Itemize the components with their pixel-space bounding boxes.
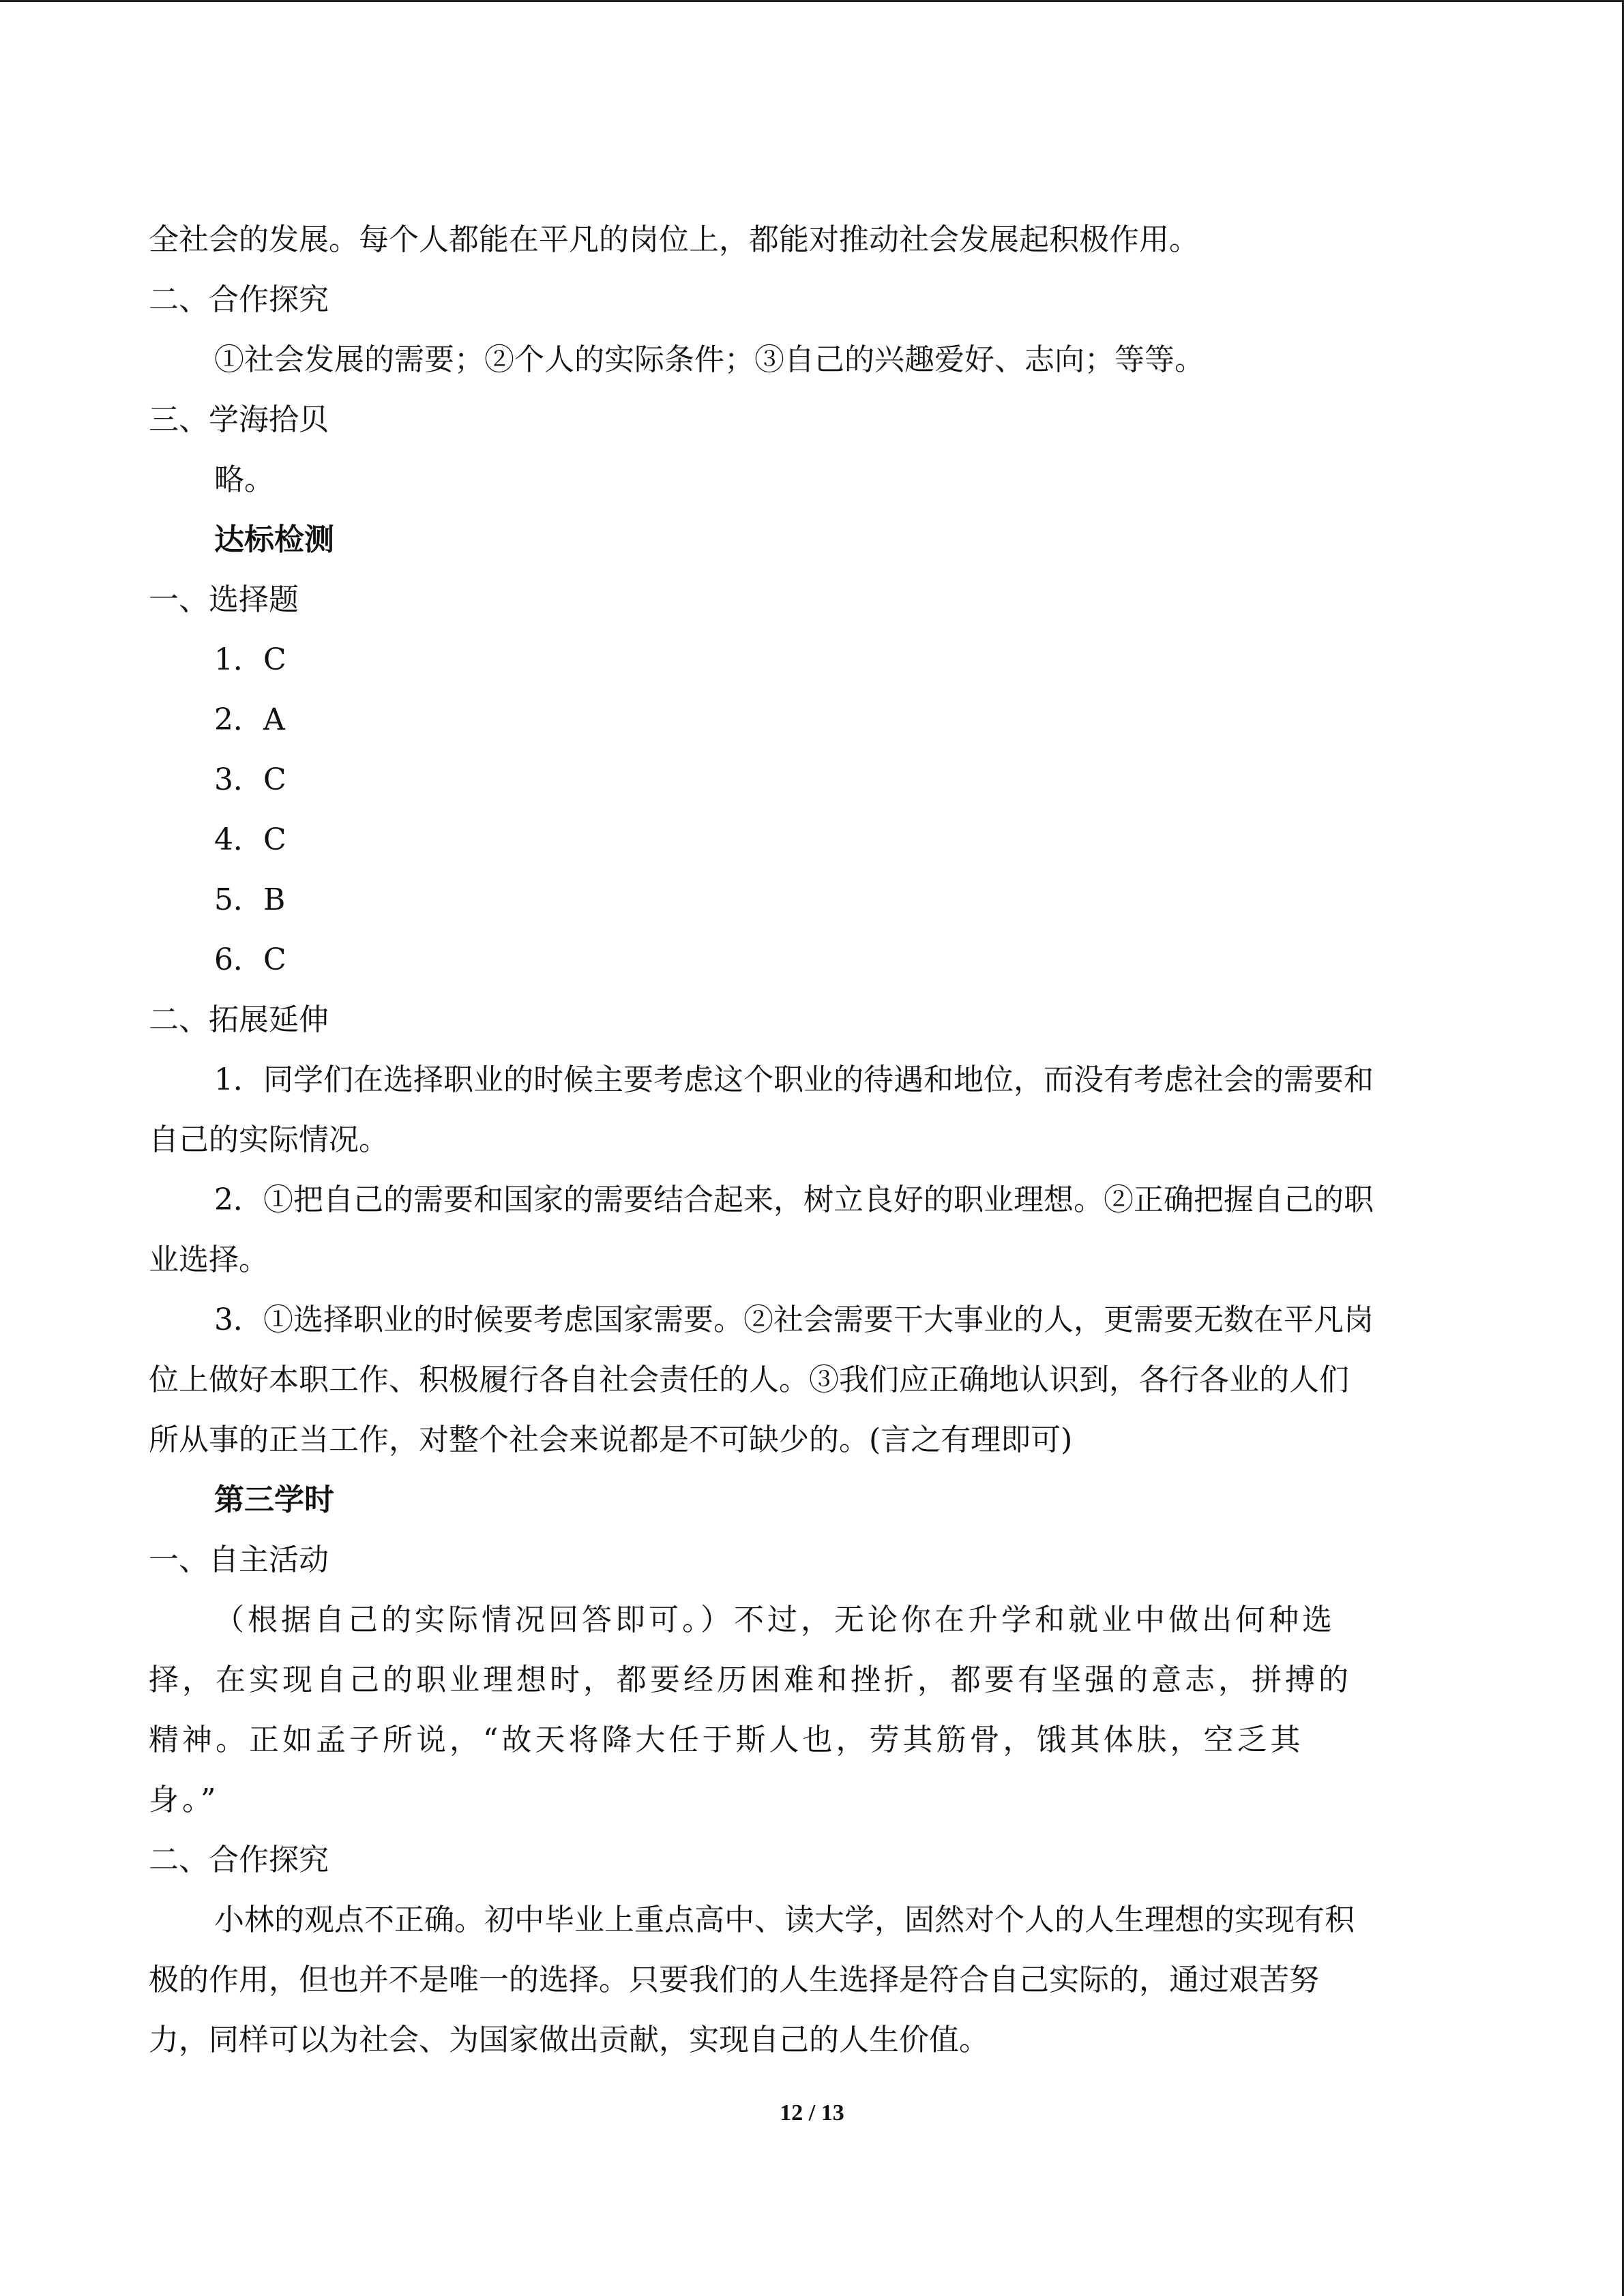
text-line: 业选择。 [149, 1242, 269, 1277]
section-heading: 一、选择题 [149, 582, 299, 617]
answer-item: 3．C [214, 762, 286, 797]
text-line: 精神。正如孟子所说，“故天将降大任于斯人也，劳其筋骨，饿其体肤，空乏其 [149, 1723, 1304, 1757]
text-line: 择，在实现自己的职业理想时，都要经历困难和挫折，都要有坚强的意志，拼搏的 [149, 1663, 1352, 1697]
answer-item: 2．A [214, 702, 285, 737]
section-heading: 二、合作探究 [149, 1843, 329, 1877]
page-number: 12 / 13 [780, 2100, 844, 2126]
section-heading: 二、拓展延伸 [149, 1002, 329, 1037]
text-line: （根据自己的实际情况回答即可。）不过，无论你在升学和就业中做出何种选 [214, 1602, 1335, 1637]
section-heading: 三、学海拾贝 [149, 402, 329, 437]
section-heading: 二、合作探究 [149, 282, 329, 317]
text-line: 1．同学们在选择职业的时候主要考虑这个职业的待遇和地位，而没有考虑社会的需要和 [214, 1062, 1374, 1097]
answer-item: 6．C [214, 942, 286, 977]
section-heading: 一、自主活动 [149, 1542, 329, 1577]
subsection-title: 第三学时 [214, 1482, 334, 1517]
text-line: 位上做好本职工作、积极履行各自社会责任的人。③我们应正确地认识到，各行各业的人们 [149, 1362, 1349, 1397]
text-line: 2．①把自己的需要和国家的需要结合起来，树立良好的职业理想。②正确把握自己的职 [214, 1182, 1374, 1217]
text-line: 力，同样可以为社会、为国家做出贡献，实现自己的人生价值。 [149, 2023, 989, 2057]
text-line: ①社会发展的需要；②个人的实际条件；③自己的兴趣爱好、志向；等等。 [214, 342, 1205, 377]
text-line: 略。 [214, 462, 274, 497]
subsection-title: 达标检测 [214, 522, 334, 557]
text-line: 自己的实际情况。 [149, 1122, 389, 1157]
answer-item: 5．B [214, 882, 286, 917]
document-body [149, 210, 1479, 2070]
text-line: 极的作用，但也并不是唯一的选择。只要我们的人生选择是符合自己实际的，通过艰苦努 [149, 1963, 1319, 1997]
text-line: 所从事的正当工作，对整个社会来说都是不可缺少的。(言之有理即可) [149, 1422, 1073, 1457]
answer-item: 1．C [214, 642, 286, 677]
text-line: 全社会的发展。每个人都能在平凡的岗位上，都能对推动社会发展起积极作用。 [149, 222, 1199, 257]
answer-item: 4．C [214, 822, 286, 857]
text-line: 3．①选择职业的时候要考虑国家需要。②社会需要干大事业的人，更需要无数在平凡岗 [214, 1302, 1374, 1337]
text-line: 小林的观点不正确。初中毕业上重点高中、读大学，固然对个人的人生理想的实现有积 [214, 1903, 1355, 1937]
text-line: 身。” [149, 1783, 220, 1817]
page-border-top [0, 0, 1624, 2]
